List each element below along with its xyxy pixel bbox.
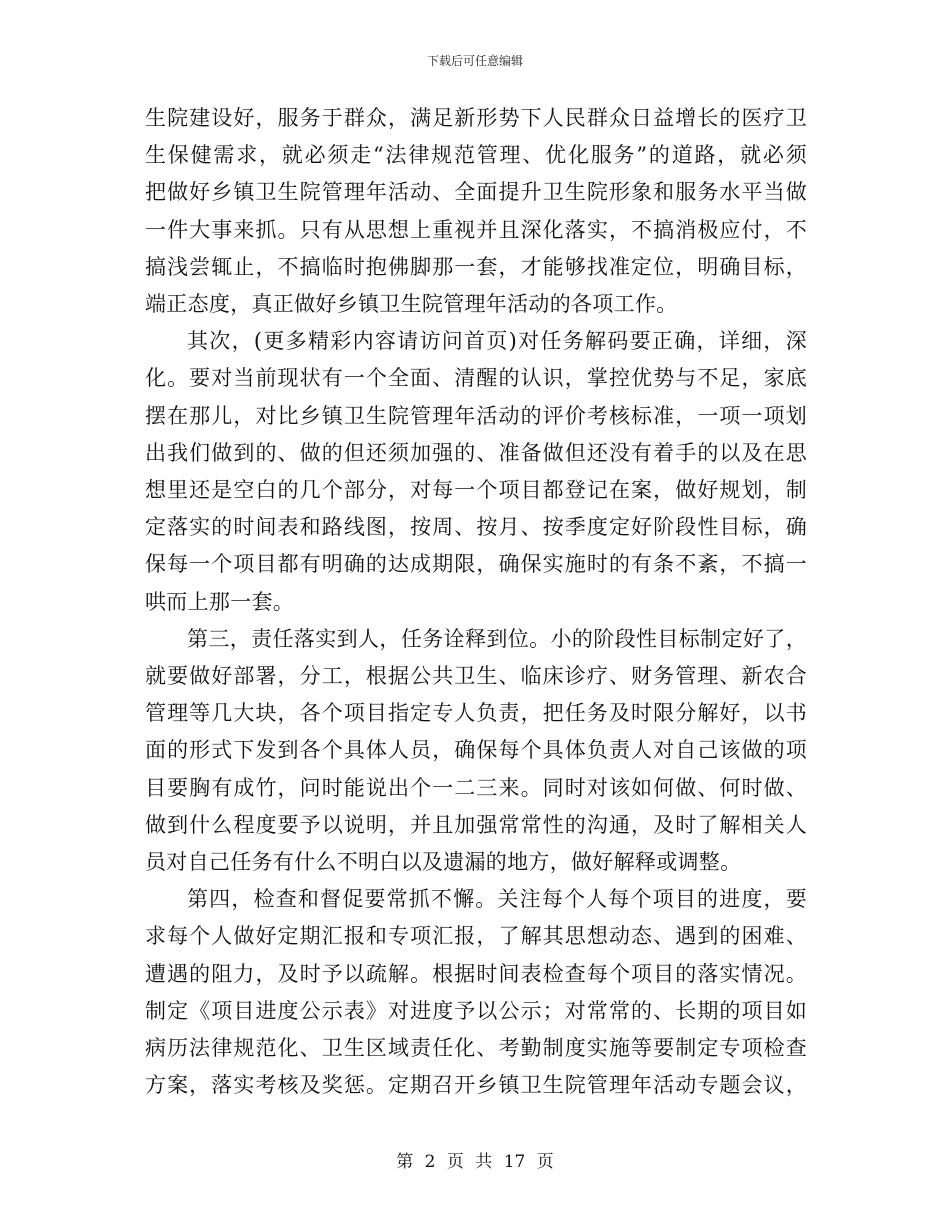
text-line: 定落实的时间表和路线图，按周、按月、按季度定好阶段性目标，确 <box>145 515 807 540</box>
text-line: 做到什么程度要予以说明，并且加强常常性的沟通，及时了解相关人 <box>145 812 807 837</box>
text-line: 方案，落实考核及奖惩。定期召开乡镇卫生院管理年活动专题会议， <box>145 1073 807 1098</box>
text-line: 病历法律规范化、卫生区域责任化、考勤制度实施等要制定专项检查 <box>145 1036 807 1061</box>
text-line: 想里还是空白的几个部分，对每一个项目都登记在案，做好规划，制 <box>145 478 807 503</box>
paragraph-third <box>145 621 807 881</box>
page-header: 下载后可任意编辑 <box>426 54 523 68</box>
text-line: 遭遇的阻力，及时予以疏解。根据时间表检查每个项目的落实情况。 <box>145 961 807 986</box>
text-line: 搞浅尝辄止，不搞临时抱佛脚那一套，才能够找准定位，明确目标， <box>145 254 807 279</box>
text-line: 出我们做到的、做的但还须加强的、准备做但还没有着手的以及在思 <box>145 440 807 465</box>
text-line: 其次，(更多精彩内容请访问首页)对任务解码要正确，详细，深 <box>187 329 807 354</box>
page-footer: 第 2 页 共 17 页 <box>396 1152 554 1172</box>
text-line: 员对自己任务有什么不明白以及遗漏的地方，做好解释或调整。 <box>145 850 742 875</box>
text-line: 生保健需求，就必须走“法律规范管理、优化服务”的道路，就必须 <box>145 143 807 168</box>
text-line: 第四，检查和督促要常抓不懈。关注每个人每个项目的进度，要 <box>187 887 807 912</box>
text-line: 化。要对当前现状有一个全面、清醒的认识，掌控优势与不足，家底 <box>145 366 807 391</box>
text-line: 一件大事来抓。只有从思想上重视并且深化落实，不搞消极应付，不 <box>145 217 807 242</box>
text-line: 生院建设好，服务于群众，满足新形势下人民群众日益增长的医疗卫 <box>145 106 807 130</box>
text-line: 保每一个项目都有明确的达成期限，确保实施时的有条不紊，不搞一 <box>145 552 807 577</box>
paragraph-second <box>145 323 807 621</box>
text-line: 求每个人做好定期汇报和专项汇报，了解其思想动态、遇到的困难、 <box>145 924 807 949</box>
paragraph-continuation <box>145 100 807 323</box>
text-line: 把做好乡镇卫生院管理年活动、全面提升卫生院形象和服务水平当做 <box>145 180 807 205</box>
text-line: 端正态度，真正做好乡镇卫生院管理年活动的各项工作。 <box>145 292 678 317</box>
text-line: 目要胸有成竹，问时能说出个一二三来。同时对该如何做、何时做、 <box>145 775 807 800</box>
document-body <box>145 100 807 1104</box>
text-line: 管理等几大块，各个项目指定专人负责，把任务及时限分解好，以书 <box>145 701 807 726</box>
text-line: 就要做好部署，分工，根据公共卫生、临床诊疗、财务管理、新农合 <box>145 664 807 689</box>
paragraph-fourth <box>145 881 807 1104</box>
text-line: 哄而上那一套。 <box>145 589 295 614</box>
text-line: 摆在那儿，对比乡镇卫生院管理年活动的评价考核标准，一项一项划 <box>145 403 807 428</box>
text-line: 制定《项目进度公示表》对进度予以公示；对常常的、长期的项目如 <box>145 998 807 1023</box>
text-line: 第三，责任落实到人，任务诠释到位。小的阶段性目标制定好了， <box>187 626 807 651</box>
text-line: 面的形式下发到各个具体人员，确保每个具体负责人对自己该做的项 <box>145 738 807 763</box>
